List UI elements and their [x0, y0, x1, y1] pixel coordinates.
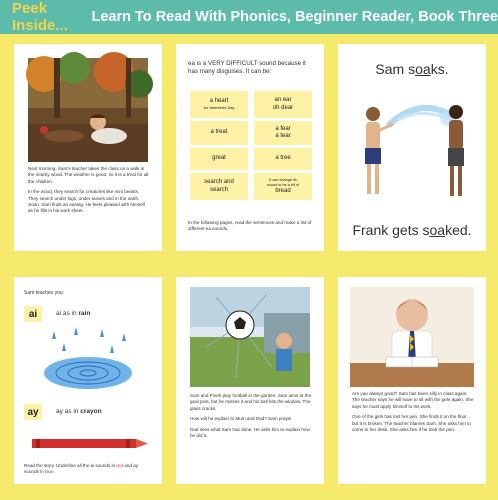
banner-title: Learn To Read With Phonics, Beginner Reader, Book Three	[91, 9, 498, 25]
page-2-footer: In the following pages, read the sentences and make a list of different ea sounds.	[188, 220, 312, 231]
ea-cell	[254, 91, 312, 118]
line-1-post: ks.	[430, 61, 449, 77]
page-1	[14, 44, 162, 251]
line-2-pre: Frank gets s	[352, 222, 430, 238]
badge-ay: ay	[24, 404, 42, 420]
ea-cell-main: a heart	[209, 98, 229, 105]
ea-cell-main: a fear	[275, 125, 291, 132]
rain-puddle-icon	[14, 325, 162, 395]
page-1-text	[28, 166, 150, 219]
page-2	[176, 44, 324, 251]
phonics-ay	[56, 408, 102, 415]
page-5-paragraph-2: How will he explain to Mum and Dad? Sam prays!	[190, 416, 292, 422]
footer-red: red	[116, 463, 123, 468]
phonics-ay-pre: ay as in	[56, 408, 81, 415]
line-1-underlined: oa	[415, 61, 431, 77]
page-5-paragraph-3: Dad sees what Sam has done. He asks him to explain how he did it.	[190, 426, 310, 439]
page-3-line-2	[338, 222, 486, 238]
page-6-paragraph-1: Are you always good? Sam has been silly in class again. The teacher says he will have to sit with the girls again. She says he must apply himself to his work.	[352, 391, 474, 409]
ea-cell	[190, 91, 248, 118]
phonics-ai	[56, 310, 90, 317]
footer-blue: blue	[44, 469, 54, 474]
ea-cell-main: It can change its	[269, 177, 297, 182]
page-4-footer	[24, 463, 154, 475]
banner-peek: Peek Inside...	[12, 0, 68, 34]
page-3-line-1	[338, 61, 486, 77]
footer-pre: Read the story. Underline all the ai sounds in	[24, 463, 117, 468]
ea-cell-main: a tree	[275, 155, 291, 162]
page-4	[14, 277, 162, 484]
ea-sound-grid	[190, 91, 312, 200]
page-5	[176, 277, 324, 484]
ea-cell-sub: for Valentines Day	[203, 105, 235, 110]
ea-cell	[254, 148, 312, 170]
ea-cell-sub: sound to be a bit of	[266, 182, 300, 187]
ea-cell-main: great	[212, 155, 226, 162]
intro-pre: ea is a	[188, 60, 208, 67]
crayon-icon	[14, 433, 162, 453]
ea-cell	[254, 173, 312, 200]
ea-cell-main: a treat	[210, 129, 228, 136]
page-6-paragraph-2: One of the girls has lost her pen. She finds it on the floor, but it is broken. The teacher blames Sam. She asks him to come to her desk. She asks him if he took the pen.	[352, 414, 471, 433]
ea-cell-sub: a tear	[275, 133, 291, 139]
badge-ai: ai	[24, 306, 42, 322]
boys-water-hose-illustration	[338, 86, 486, 216]
page-2-intro	[188, 60, 314, 76]
ea-cell-sub: search	[209, 186, 228, 193]
phonics-ai-pre: ai as in	[56, 310, 79, 317]
page-1-paragraph-1: Next morning, Sam's teacher takes the class on a walk in the nearby wood. The weather is good, so it is a treat for all the children.	[28, 166, 149, 184]
boy-at-desk-illustration	[338, 277, 486, 389]
ea-cell	[254, 121, 312, 145]
intro-caps: VERY DIFFICULT	[207, 60, 258, 67]
ea-cell-sub: oh dear	[272, 104, 294, 111]
boy-in-forest-illustration	[14, 44, 162, 162]
line-2-underlined: oa	[429, 222, 446, 238]
footer-mid: and ay sounds in	[24, 463, 139, 474]
ea-cell	[190, 121, 248, 145]
page-5-text	[190, 393, 312, 443]
banner	[0, 0, 498, 34]
ea-cell-main: an ear	[274, 97, 292, 103]
line-2-post: ked.	[445, 222, 472, 238]
ea-cell-main: search and	[204, 179, 234, 185]
page-1-paragraph-2: In the wood, they search for creatures like mini beasts. They search under logs, under leaves and in the earth. Soon, Sam finds an earwig. He feels pleased with himself as he fills in his work sheet.	[28, 189, 145, 214]
page-6-text	[352, 391, 474, 437]
phonics-ai-word: rain	[78, 310, 91, 317]
page-6	[338, 277, 486, 484]
page-4-top: Sam teaches you:	[24, 290, 65, 296]
page-5-paragraph-1: Sam and Frank play football in the garden. Sam aims at the goal post, but he misses it and his ball hits the window. The glass cracks.	[190, 393, 312, 411]
phonics-ay-word: crayon	[80, 408, 102, 415]
intro-post: sound because it has many disguises. It can be:	[188, 60, 306, 75]
footer-end: .	[53, 469, 55, 474]
football-breaking-window-illustration	[176, 277, 324, 389]
ea-cell-sub2: bread	[275, 187, 291, 194]
line-1-pre: Sam s	[375, 61, 416, 77]
ea-cell	[190, 148, 248, 170]
page-3	[338, 44, 486, 251]
ea-cell	[190, 173, 248, 200]
